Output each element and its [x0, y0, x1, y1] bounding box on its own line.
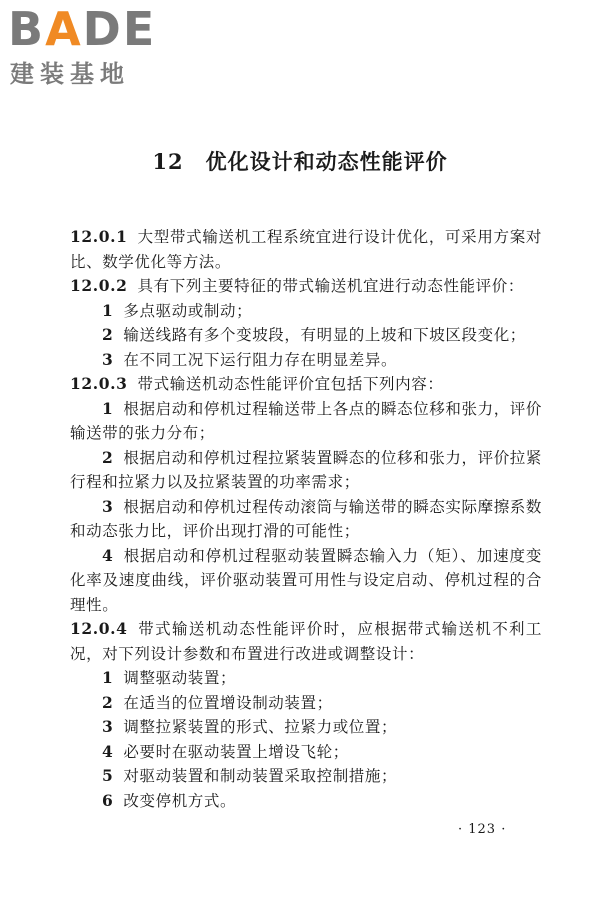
- list-item: 2 在适当的位置增设制动装置；: [102, 692, 333, 712]
- list-item: 1 根据启动和停机过程输送带上各点的瞬态位移和张力，评价输送带的张力分布；: [70, 398, 542, 442]
- list-item: 3 在不同工况下运行阻力存在明显差异。: [102, 349, 398, 369]
- list-item: 1 多点驱动或制动；: [102, 300, 253, 320]
- chapter-heading: [0, 146, 600, 176]
- clause-number: 12.0.4: [70, 619, 128, 638]
- list-item: 3 根据启动和停机过程传动滚筒与输送带的瞬态实际摩擦系数和动态张力比，评价出现打滑的可能性；: [70, 496, 542, 540]
- list-item: 2 输送线路有多个变坡段，有明显的上坡和下坡区段变化；: [102, 325, 526, 344]
- clause-12-0-1: [70, 225, 542, 274]
- clause-text: 带式输送机动态性能评价时，应根据带式输送机不利工况，对下列设计参数和布置进行改进或调整设计：: [70, 620, 542, 663]
- logo-accent-letter: A: [45, 2, 83, 56]
- list-item: 6 改变停机方式。: [102, 790, 237, 810]
- logo: [8, 4, 178, 88]
- logo-subtitle: 建装基地: [10, 60, 130, 88]
- chapter-number: 12: [152, 149, 184, 174]
- document-body: [70, 225, 542, 813]
- list-item: 2 根据启动和停机过程拉紧装置瞬态的位移和张力，评价拉紧行程和拉紧力以及拉紧装置的功率需求；: [70, 447, 542, 491]
- list-item: 1 调整驱动装置；: [102, 668, 237, 687]
- chapter-title: 优化设计和动态性能评价: [205, 149, 448, 174]
- logo-wordmark: BADE: [8, 2, 157, 56]
- list-item: 3 调整拉紧装置的形式、拉紧力或位置；: [102, 717, 398, 736]
- clause-text: 具有下列主要特征的带式输送机宜进行动态性能评价：: [137, 277, 524, 295]
- list-item: 4 根据启动和停机过程驱动装置瞬态输入力（矩）、加速度变化率及速度曲线，评价驱动装置可用性与设定启动、停机过程的合理性。: [70, 545, 542, 614]
- clause-number: 12.0.2: [70, 276, 128, 295]
- clause-number: 12.0.1: [70, 227, 128, 246]
- clause-text: 带式输送机动态性能评价宜包括下列内容：: [137, 375, 444, 393]
- list-item: 4 必要时在驱动装置上增设飞轮；: [102, 741, 349, 761]
- clause-12-0-3: [70, 372, 542, 397]
- clause-number: 12.0.3: [70, 374, 128, 393]
- clause-12-0-4: [70, 617, 542, 666]
- clause-12-0-2: [70, 274, 542, 299]
- page-number: · 123 ·: [458, 822, 507, 837]
- clause-text: 大型带式输送机工程系统宜进行设计优化，可采用方案对比、数学优化等方法。: [70, 228, 542, 271]
- list-item: 5 对驱动装置和制动装置采取控制措施；: [102, 766, 398, 785]
